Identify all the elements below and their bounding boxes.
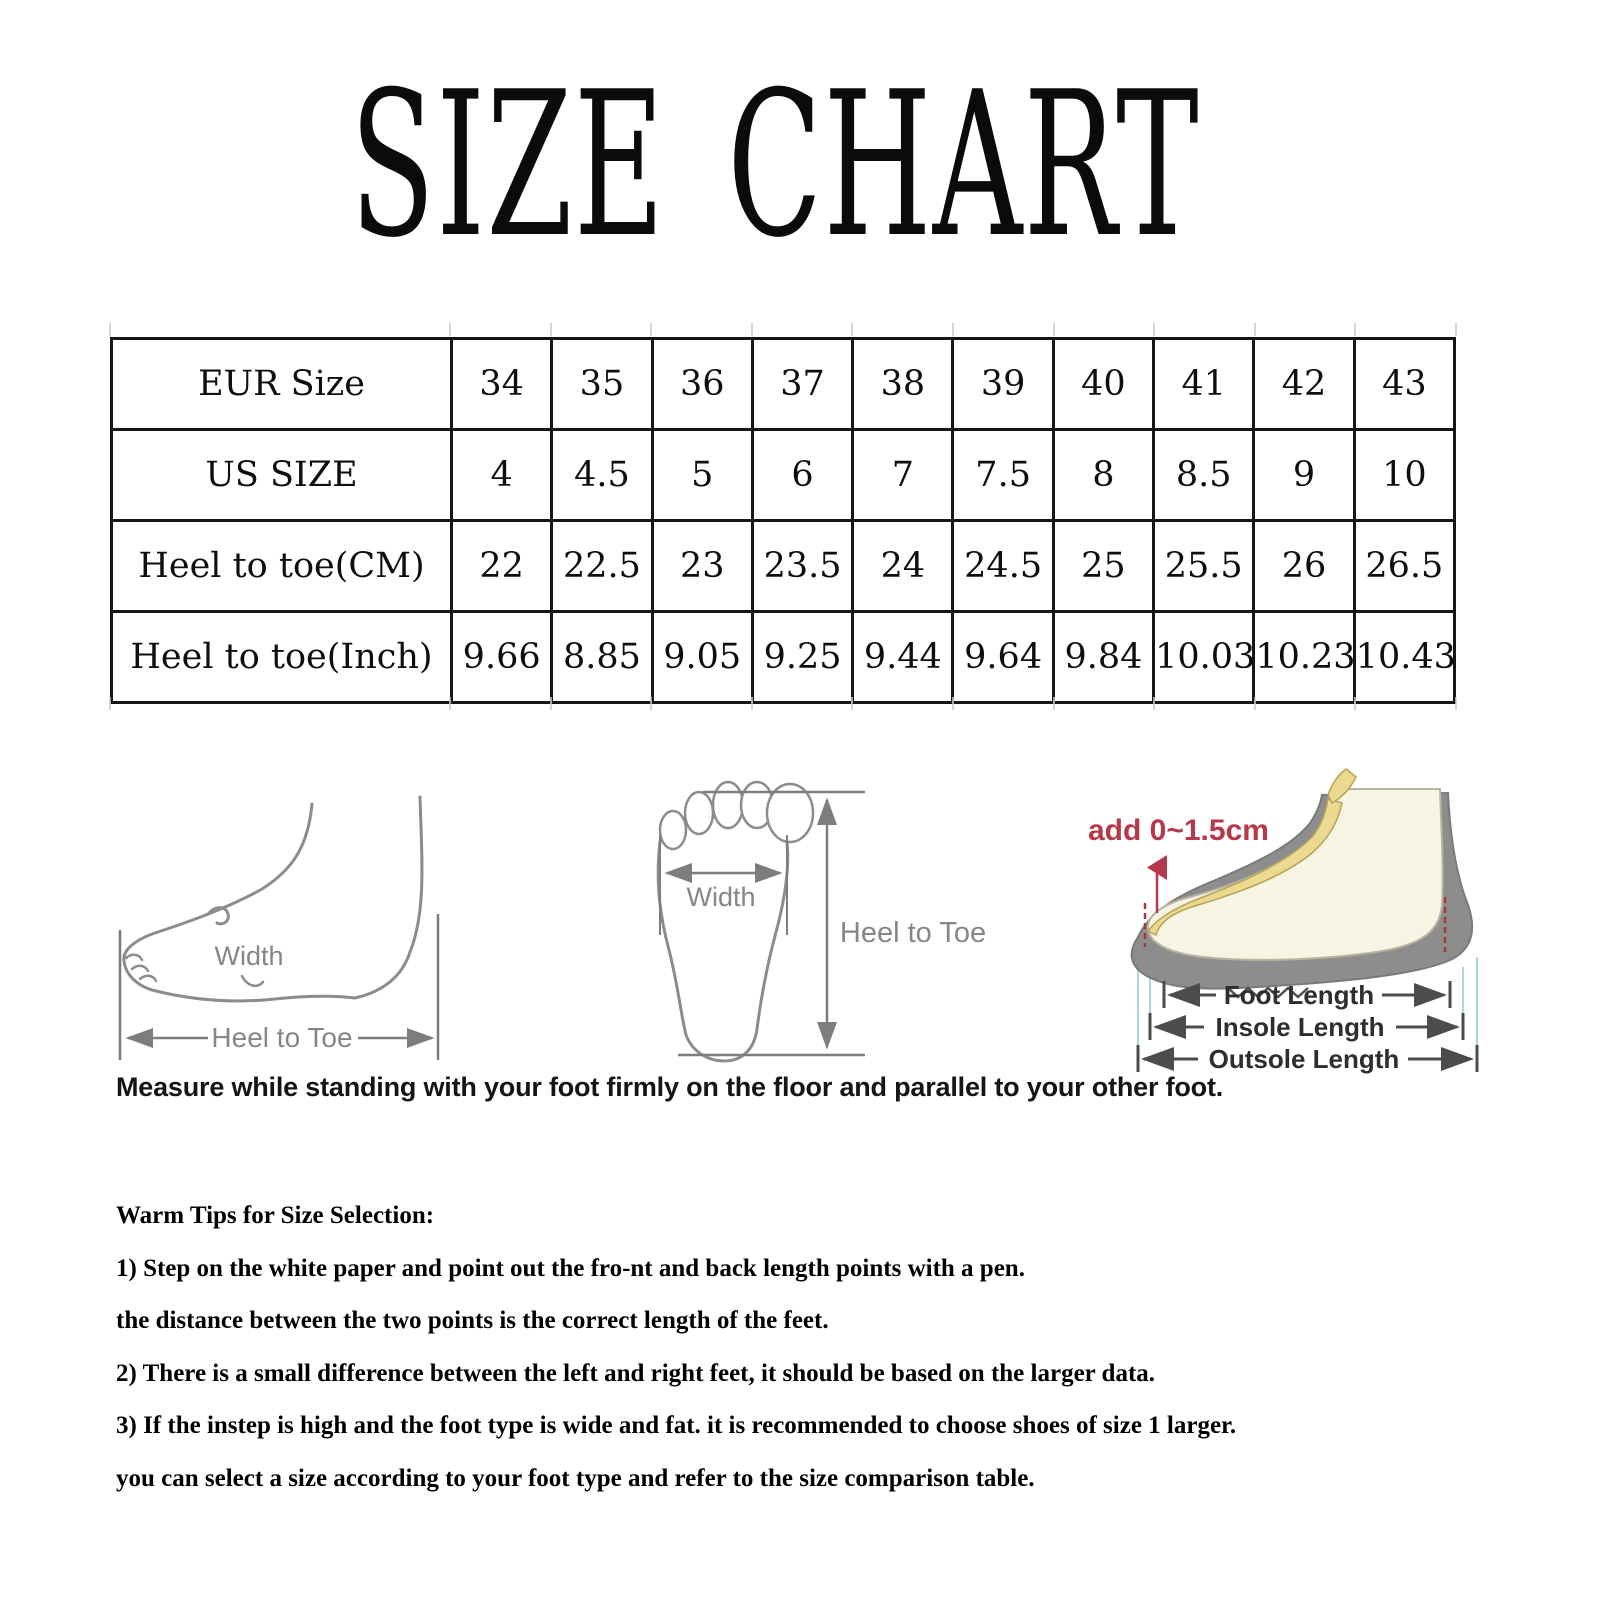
row-header: Heel to toe(CM) bbox=[112, 521, 452, 612]
table-grid-tick bbox=[751, 323, 753, 336]
side-heel-to-toe-label: Heel to Toe bbox=[211, 1022, 353, 1053]
size-value-cell: 10.43 bbox=[1354, 612, 1454, 703]
table-grid-tick bbox=[109, 697, 111, 710]
table-grid-tick bbox=[1354, 323, 1356, 336]
size-value-cell: 9.64 bbox=[953, 612, 1053, 703]
size-value-cell: 22.5 bbox=[552, 521, 652, 612]
table-grid-tick bbox=[1455, 323, 1457, 336]
size-value-cell: 37 bbox=[752, 339, 852, 430]
table-grid-tick bbox=[851, 323, 853, 336]
table-row bbox=[112, 339, 1455, 430]
warm-tips bbox=[116, 1190, 1236, 1505]
size-value-cell: 7 bbox=[853, 430, 953, 521]
add-allowance-label: add 0~1.5cm bbox=[1088, 814, 1269, 847]
size-value-cell: 8.85 bbox=[552, 612, 652, 703]
insole-length-label: Insole Length bbox=[1215, 1012, 1385, 1042]
size-value-cell: 9 bbox=[1254, 430, 1354, 521]
size-value-cell: 9.84 bbox=[1053, 612, 1153, 703]
size-table-body bbox=[112, 339, 1455, 703]
size-value-cell: 25.5 bbox=[1154, 521, 1254, 612]
warm-tip-line: 3) If the instep is high and the foot type is wide and fat. it is recommended to choose shoes of size 1 larger. bbox=[116, 1412, 1237, 1439]
size-value-cell: 8 bbox=[1053, 430, 1153, 521]
warm-tip-line: 2) There is a small difference between the left and right feet, it should be based on the larger data. bbox=[116, 1359, 1156, 1387]
table-grid-tick bbox=[952, 323, 954, 336]
size-value-cell: 9.66 bbox=[452, 612, 552, 703]
row-header: Heel to toe(Inch) bbox=[112, 612, 452, 703]
foot-sole-diagram bbox=[633, 750, 1083, 1070]
table-row bbox=[112, 612, 1455, 703]
table-grid-tick bbox=[550, 697, 552, 710]
table-grid-tick bbox=[1053, 697, 1055, 710]
size-value-cell: 22 bbox=[452, 521, 552, 612]
size-value-cell: 26.5 bbox=[1354, 521, 1454, 612]
table-grid-tick bbox=[1354, 697, 1356, 710]
warm-tip-line: you can select a size according to your foot type and refer to the size comparison table. bbox=[116, 1464, 1035, 1492]
warm-tips-lines bbox=[116, 1243, 1236, 1506]
table-grid-tick bbox=[751, 697, 753, 710]
warm-tips-heading: Warm Tips for Size Selection: bbox=[116, 1202, 435, 1229]
shoe-cross-section-diagram bbox=[1078, 745, 1508, 1080]
table-grid-tick bbox=[650, 323, 652, 336]
table-grid-tick bbox=[1455, 697, 1457, 710]
size-value-cell: 4.5 bbox=[552, 430, 652, 521]
size-value-cell: 24 bbox=[853, 521, 953, 612]
size-value-cell: 38 bbox=[853, 339, 953, 430]
table-grid-tick bbox=[1053, 323, 1055, 336]
size-value-cell: 6 bbox=[752, 430, 852, 521]
sole-heel-to-toe-label: Heel to Toe bbox=[839, 917, 987, 949]
table-grid-tick bbox=[650, 697, 652, 710]
table-row bbox=[112, 430, 1455, 521]
measure-instruction: Measure while standing with your foot firmly on the floor and parallel to your other foot. bbox=[116, 1072, 1224, 1102]
table-grid-tick bbox=[1254, 697, 1256, 710]
size-value-cell: 23 bbox=[652, 521, 752, 612]
outsole-length-label: Outsole Length bbox=[1208, 1044, 1400, 1074]
size-value-cell: 40 bbox=[1053, 339, 1153, 430]
row-header: EUR Size bbox=[112, 339, 452, 430]
size-value-cell: 36 bbox=[652, 339, 752, 430]
table-row bbox=[112, 521, 1455, 612]
table-grid-tick bbox=[1153, 323, 1155, 336]
size-value-cell: 42 bbox=[1254, 339, 1354, 430]
size-table bbox=[110, 337, 1456, 704]
size-value-cell: 25 bbox=[1053, 521, 1153, 612]
size-value-cell: 35 bbox=[552, 339, 652, 430]
table-grid-tick bbox=[1153, 697, 1155, 710]
warm-tip-line: 1) Step on the white paper and point out the fro-nt and back length points with a pen. bbox=[116, 1254, 1025, 1282]
size-value-cell: 41 bbox=[1154, 339, 1254, 430]
size-value-cell: 9.44 bbox=[853, 612, 953, 703]
foot-length-label: Foot Length bbox=[1223, 980, 1375, 1010]
size-value-cell: 10.03 bbox=[1154, 612, 1254, 703]
table-grid-tick bbox=[449, 697, 451, 710]
size-value-cell: 9.05 bbox=[652, 612, 752, 703]
size-value-cell: 10.23 bbox=[1254, 612, 1354, 703]
table-grid-tick bbox=[1254, 323, 1256, 336]
page-title: SIZE CHART bbox=[350, 49, 1200, 282]
size-value-cell: 23.5 bbox=[752, 521, 852, 612]
sole-width-label: Width bbox=[686, 882, 756, 912]
sole-outline bbox=[658, 813, 788, 1061]
size-value-cell: 34 bbox=[452, 339, 552, 430]
foot-side-view-diagram bbox=[112, 762, 592, 1072]
size-value-cell: 24.5 bbox=[953, 521, 1053, 612]
table-grid-tick bbox=[851, 697, 853, 710]
size-value-cell: 26 bbox=[1254, 521, 1354, 612]
table-grid-tick bbox=[952, 697, 954, 710]
side-width-label: Width bbox=[214, 941, 284, 971]
size-value-cell: 5 bbox=[652, 430, 752, 521]
table-grid-tick bbox=[109, 323, 111, 336]
row-header: US SIZE bbox=[112, 430, 452, 521]
warm-tip-line: the distance between the two points is the correct length of the feet. bbox=[116, 1307, 829, 1334]
size-value-cell: 7.5 bbox=[953, 430, 1053, 521]
size-value-cell: 8.5 bbox=[1154, 430, 1254, 521]
size-value-cell: 4 bbox=[452, 430, 552, 521]
size-value-cell: 9.25 bbox=[752, 612, 852, 703]
size-value-cell: 10 bbox=[1354, 430, 1454, 521]
table-grid-tick bbox=[550, 323, 552, 336]
size-value-cell: 39 bbox=[953, 339, 1053, 430]
size-value-cell: 43 bbox=[1354, 339, 1454, 430]
table-grid-tick bbox=[449, 323, 451, 336]
